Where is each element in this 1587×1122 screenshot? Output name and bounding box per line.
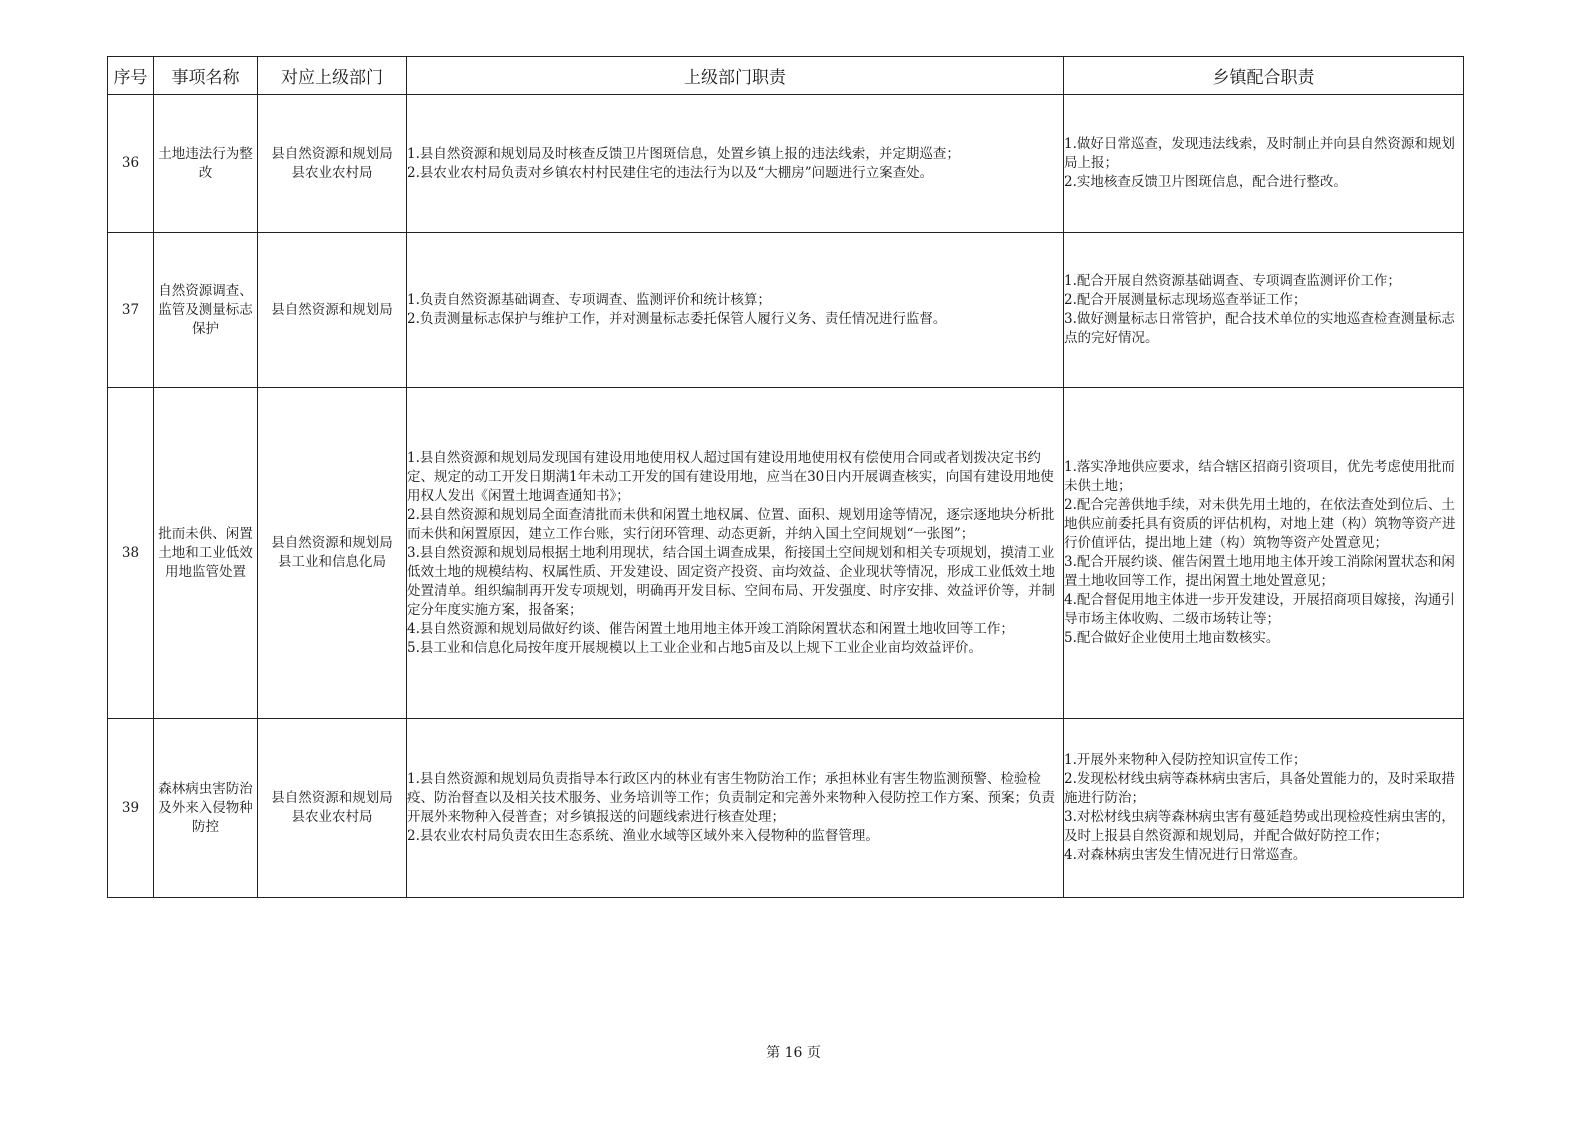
duty-line: 4.县自然资源和规划局做好约谈、催告闲置土地用地主体开竣工消除闲置状态和闲置土地收回等工作；: [407, 620, 1014, 637]
duty-line: 2.县农业农村局负责对乡镇农村村民建住宅的违法行为以及“大棚房”问题进行立案查处。: [407, 164, 934, 181]
row-number: 37: [108, 233, 154, 388]
duty-line: 1.县自然资源和规划局发现国有建设用地使用权人超过国有建设用地使用权有偿使用合同或者划拨决定书约定、规定的动工开发日期满1年未动工开发的国有建设用地，应当在30日内开展调查核实，向国有建设用地使用权人发出《闲置土地调查通知书》；: [407, 449, 1054, 504]
item-name: 森林病虫害防治及外来入侵物种防控: [154, 719, 258, 898]
duty-line: 1.负责自然资源基础调查、专项调查、监测评价和统计核算；: [407, 292, 771, 308]
duty-line: 3.县自然资源和规划局根据土地利用现状，结合国土调查成果，衔接国土空间规划和相关专项规划，摸清工业低效土地的规模结构、权属性质、开发建设、固定资产投资、亩均效益、企业现状等情况，形成工业低效土地处置清单。组织编制再开发专项规划，明确再开发目标、空间布局、开发强度、时序安排、效益评价等，并制定分年度实施方案，报备案；: [407, 544, 1055, 618]
row-number: 38: [108, 388, 154, 719]
duty-line: 4.对森林病虫害发生情况进行日常巡查。: [1064, 847, 1307, 863]
header-num: 序号: [108, 57, 154, 95]
duty-line: 2.负责测量标志保护与维护工作，并对测量标志委托保管人履行义务、责任情况进行监督。: [407, 311, 947, 327]
row-number: 39: [108, 719, 154, 898]
duty-line: 3.对松材线虫病等森林病虫害有蔓延趋势或出现检疫性病虫害的，及时上报县自然资源和规划局，并配合做好防控工作；: [1064, 809, 1455, 844]
duty-line: 1.做好日常巡查，发现违法线索，及时制止并向县自然资源和规划局上报；: [1064, 136, 1455, 171]
duty-line: 2.配合开展测量标志现场巡查举证工作；: [1064, 292, 1307, 308]
duty-line: 1.配合开展自然资源基础调查、专项调查监测评价工作；: [1064, 273, 1401, 289]
header-town-duties: 乡镇配合职责: [1064, 57, 1464, 95]
upper-duties: [407, 719, 1064, 898]
duty-line: 2.县自然资源和规划局全面查清批而未供和闲置土地权属、位置、面积、规划用途等情况，逐宗逐地块分析批而未供和闲置原因，建立工作台账，实行闭环管理、动态更新，并纳入国土空间规划“一张图”；: [407, 506, 1055, 542]
table-row: [108, 233, 1464, 388]
table-row: [108, 388, 1464, 719]
upper-dept: [258, 233, 407, 388]
dept-line: 县自然资源和规划局: [271, 145, 393, 162]
town-duties: [1064, 388, 1464, 719]
dept-line: 县农业农村局: [291, 809, 373, 825]
duty-line: 2.配合完善供地手续，对未供先用土地的，在依法查处到位后、土地供应前委托具有资质的评估机构，对地上建（构）筑物等资产进行价值评估，提出地上建（构）筑物等资产处置意见；: [1064, 497, 1456, 551]
upper-dept: [258, 388, 407, 719]
duty-line: 1.落实净地供应要求，结合辖区招商引资项目，优先考虑使用批而未供土地；: [1064, 459, 1455, 494]
header-upper-dept: 对应上级部门: [258, 57, 407, 95]
upper-dept: [258, 95, 407, 233]
upper-duties: [407, 388, 1064, 719]
dept-line: 县自然资源和规划局: [271, 301, 393, 318]
duty-line: 5.县工业和信息化局按年度开展规模以上工业企业和占地5亩及以上规下工业企业亩均效益评价。: [407, 639, 982, 656]
duty-line: 2.实地核查反馈卫片图斑信息，配合进行整改。: [1064, 174, 1347, 190]
item-name: 自然资源调查、监管及测量标志保护: [154, 233, 258, 388]
header-item-name: 事项名称: [154, 57, 258, 95]
duty-line: 3.配合开展约谈、催告闲置土地用地主体开竣工消除闲置状态和闲置土地收回等工作，提出闲置土地处置意见；: [1064, 554, 1455, 589]
duty-line: 1.县自然资源和规划局及时核查反馈卫片图斑信息，处置乡镇上报的违法线索，并定期巡查；: [407, 145, 960, 162]
town-duties: [1064, 719, 1464, 898]
upper-dept: [258, 719, 407, 898]
duty-line: 2.发现松材线虫病等森林病虫害后，具备处置能力的，及时采取措施进行防治；: [1064, 771, 1455, 806]
header-upper-duties: 上级部门职责: [407, 57, 1064, 95]
town-duties: [1064, 95, 1464, 233]
item-name: 批而未供、闲置土地和工业低效用地监管处置: [154, 388, 258, 719]
item-name: 土地违法行为整改: [154, 95, 258, 233]
upper-duties: [407, 95, 1064, 233]
duty-line: 2.县农业农村局负责农田生态系统、渔业水域等区域外来入侵物种的监督管理。: [407, 828, 879, 844]
duty-line: 1.县自然资源和规划局负责指导本行政区内的林业有害生物防治工作；承担林业有害生物监测预警、检验检疫、防治督查以及相关技术服务、业务培训等工作；负责制定和完善外来物种入侵防控工作方案、预案；负责开展外来物种入侵普查；对乡镇报送的问题线索进行核查处理；: [407, 771, 1055, 825]
dept-line: 县工业和信息化局: [278, 554, 386, 570]
town-duties: [1064, 233, 1464, 388]
upper-duties: [407, 233, 1064, 388]
duty-line: 4.配合督促用地主体进一步开发建设，开展招商项目嫁接，沟通引导市场主体收购、二级市场转让等；: [1064, 592, 1455, 627]
duty-line: 1.开展外来物种入侵防控知识宣传工作；: [1064, 752, 1307, 768]
dept-line: 县自然资源和规划局: [271, 790, 393, 806]
table-row: [108, 95, 1464, 233]
responsibility-table: [107, 56, 1464, 898]
table-header-row: [108, 57, 1464, 95]
duty-line: 3.做好测量标志日常管护，配合技术单位的实地巡查检查测量标志点的完好情况。: [1064, 311, 1455, 346]
row-number: 36: [108, 95, 154, 233]
dept-line: 县农业农村局: [291, 164, 373, 181]
table-row: [108, 719, 1464, 898]
dept-line: 县自然资源和规划局: [271, 535, 393, 551]
duty-line: 5.配合做好企业使用土地亩数核实。: [1064, 630, 1280, 646]
page-number: 第 16 页: [766, 1045, 821, 1061]
